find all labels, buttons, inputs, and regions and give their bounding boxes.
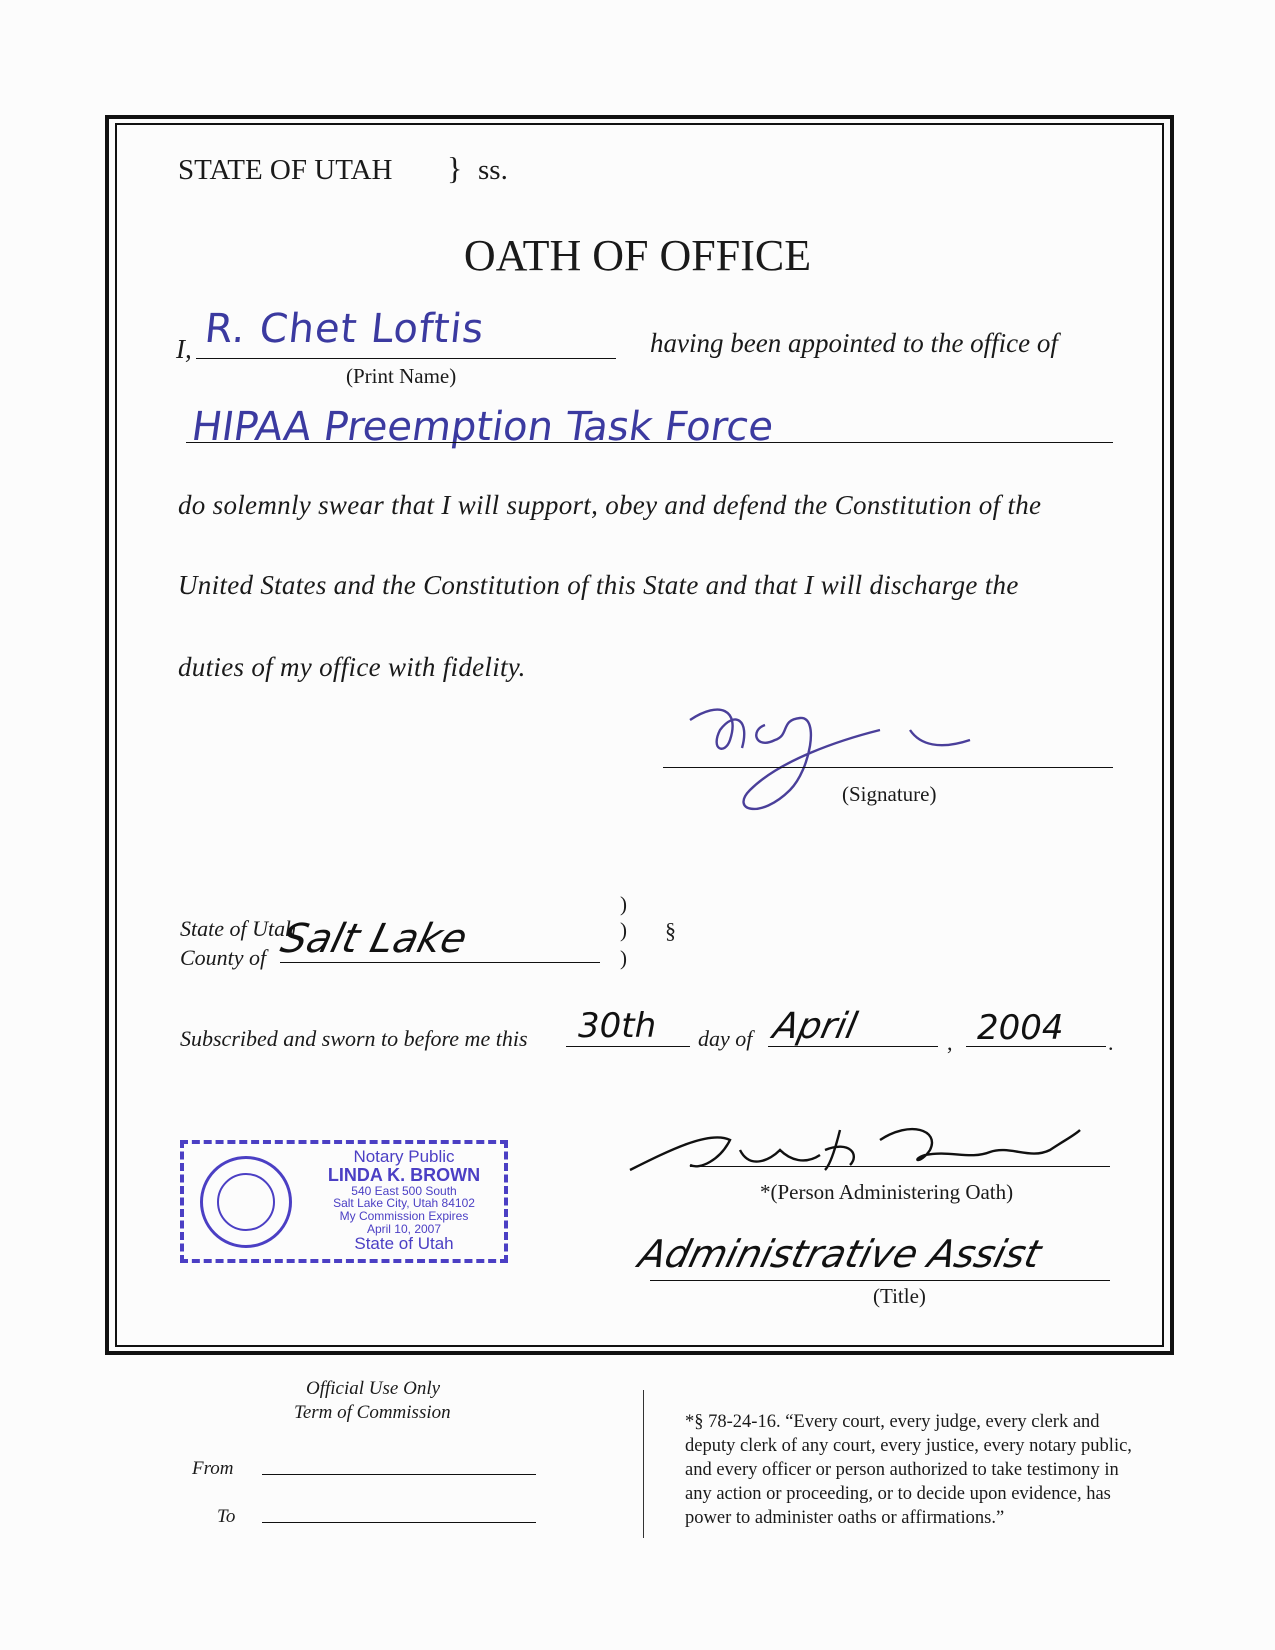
subscribed-text: Subscribed and sworn to before me this xyxy=(180,1026,528,1051)
title-line xyxy=(650,1280,1110,1281)
oath-signature xyxy=(680,680,1010,830)
from-label: From xyxy=(192,1458,234,1479)
print-name-line xyxy=(196,358,616,359)
title-handwritten: Administrative Assist xyxy=(634,1232,1046,1276)
state-of-utah-label: State of Utah xyxy=(180,916,297,941)
office-line xyxy=(186,442,1113,443)
stamp-text xyxy=(304,1148,504,1253)
office-handwritten: HIPAA Preemption Task Force xyxy=(188,404,777,450)
appointed-text: having been appointed to the office of xyxy=(650,328,1058,358)
county-label: County of xyxy=(180,945,267,970)
notary-stamp xyxy=(180,1140,508,1263)
print-name-label: (Print Name) xyxy=(346,364,457,388)
year-handwritten: 2004 xyxy=(977,1008,1064,1048)
from-line xyxy=(262,1474,536,1475)
county-handwritten: Salt Lake xyxy=(276,916,472,962)
term-of-commission-label: Term of Commission xyxy=(294,1402,451,1423)
print-name-handwritten: R. Chet Loftis xyxy=(202,306,487,352)
paren-2: ) xyxy=(620,918,627,942)
administering-label: *(Person Administering Oath) xyxy=(760,1180,1014,1204)
statute-line1: *§ 78-24-16. “Every court, every judge, every clerk and xyxy=(685,1412,1100,1432)
month-line xyxy=(768,1046,938,1047)
title-label: (Title) xyxy=(873,1284,926,1308)
oath-body-line3: duties of my office with fidelity. xyxy=(178,652,526,682)
signature-line xyxy=(663,767,1113,768)
year-line xyxy=(966,1046,1106,1047)
stamp-line7: State of Utah xyxy=(354,1234,454,1254)
statute-text xyxy=(685,1410,1132,1530)
to-label: To xyxy=(217,1506,236,1527)
statute-line5: power to administer oaths or affirmations.” xyxy=(685,1508,1005,1528)
vertical-divider xyxy=(643,1390,644,1538)
page-title: OATH OF OFFICE xyxy=(463,231,812,280)
administering-signature xyxy=(610,1110,1090,1190)
stamp-line6: April 10, 2007 xyxy=(366,1221,442,1236)
stamp-line4: Salt Lake City, Utah 84102 xyxy=(333,1196,475,1211)
paren-3: ) xyxy=(620,946,627,970)
paren-1: ) xyxy=(620,892,627,916)
comma: , xyxy=(947,1030,953,1055)
brace: } xyxy=(447,150,463,186)
seal-center xyxy=(217,1173,275,1231)
administering-line xyxy=(690,1166,1110,1167)
signature-label: (Signature) xyxy=(842,782,937,806)
official-use-label: Official Use Only xyxy=(306,1378,441,1399)
period: . xyxy=(1108,1030,1114,1055)
month-handwritten: April xyxy=(769,1006,861,1047)
state-seal xyxy=(200,1156,292,1248)
i-prefix: I, xyxy=(176,334,192,364)
stamp-line5: My Commission Expires xyxy=(339,1208,469,1223)
stamp-line2: LINDA K. BROWN xyxy=(327,1164,481,1185)
oath-body-line1: do solemnly swear that I will support, obey and defend the Constitution of the xyxy=(178,490,1042,520)
county-line xyxy=(280,962,600,963)
stamp-line1: Notary Public xyxy=(353,1147,455,1166)
to-line xyxy=(262,1522,536,1523)
section-symbol: § xyxy=(665,918,676,943)
day-of-text: day of xyxy=(698,1026,753,1051)
statute-line2: deputy clerk of any court, every justice, every notary public, xyxy=(685,1436,1132,1456)
day-handwritten: 30th xyxy=(578,1006,657,1046)
day-line xyxy=(566,1046,690,1047)
ss-label: ss. xyxy=(478,154,508,186)
stamp-line3: 540 East 500 South xyxy=(351,1183,457,1198)
statute-line3: and every officer or person authorized to take testimony in xyxy=(685,1460,1119,1480)
state-heading: STATE OF UTAH xyxy=(178,154,393,186)
statute-line4: any action or proceeding, or to decide upon evidence, has xyxy=(685,1484,1111,1504)
oath-body-line2: United States and the Constitution of this State and that I will discharge the xyxy=(178,570,1019,600)
